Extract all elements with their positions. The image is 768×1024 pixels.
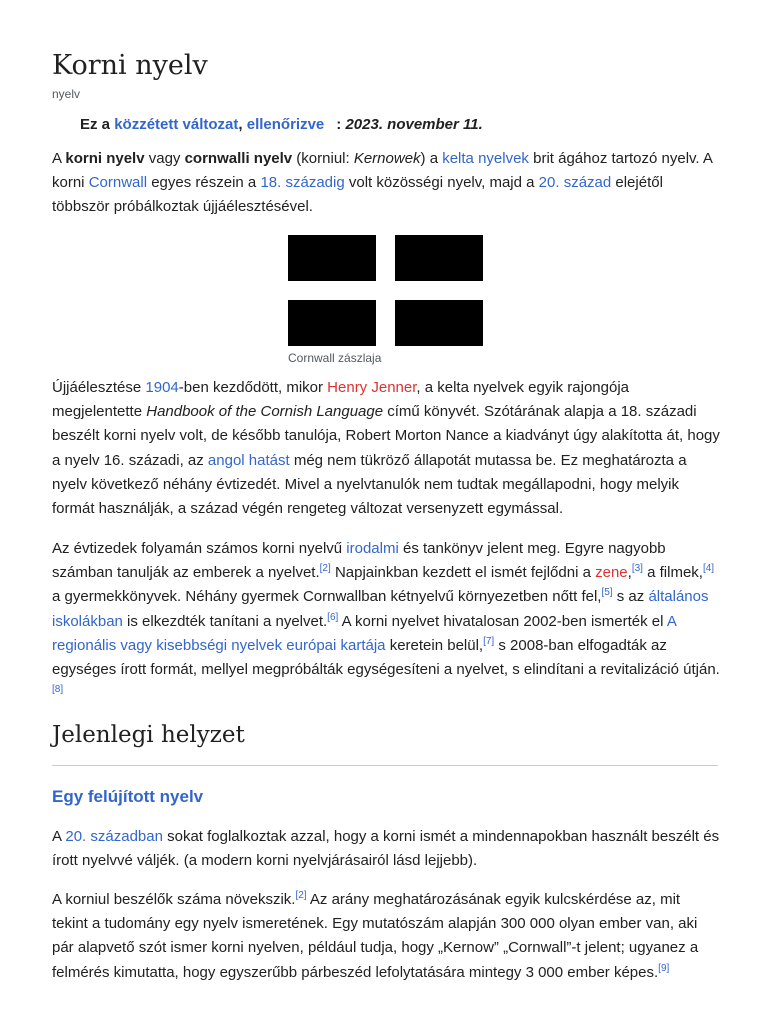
bold-term: korni nyelv	[65, 150, 145, 167]
flag-quadrant	[395, 235, 483, 281]
text: a gyermekkönyvek. Néhány gyermek Cornwallban kétnyelvű környezetben nőtt fel,	[52, 588, 602, 606]
text: vagy	[144, 150, 185, 167]
text: s 2008-ban elfogadták az egységes írott formát, mellyel megpróbálták egységesíteni a nyelvet, s elindítani a revitalizáció útján.	[52, 636, 720, 679]
link-irodalmi[interactable]: irodalmi	[346, 540, 399, 557]
footnote-ref[interactable]: [9]	[658, 962, 670, 974]
italic-book-title: Handbook of the Cornish Language	[146, 403, 384, 421]
footnote-ref[interactable]: [4]	[702, 563, 715, 575]
link-20-szazad[interactable]: 20. század	[538, 174, 612, 192]
link-kelta-nyelvek[interactable]: kelta nyelvek	[442, 150, 529, 167]
link-18-szazadig[interactable]: 18. századig	[260, 174, 345, 192]
text: ) a	[420, 150, 443, 167]
revision-separator: ,	[238, 116, 247, 133]
flag-quadrant	[395, 300, 483, 346]
text: Napjainkban kezdett el ismét fejlődni a	[330, 564, 596, 582]
section-heading: Jelenlegi helyzet	[52, 722, 245, 748]
footnote-ref[interactable]: [2]	[295, 890, 307, 901]
text: is elkezdték tanítani a nyelvet.	[122, 612, 328, 630]
bold-term: cornwalli nyelv	[184, 150, 293, 167]
page-subtitle: nyelv	[52, 87, 81, 101]
cornwall-flag-image[interactable]	[288, 235, 483, 346]
section-divider	[52, 765, 718, 766]
text: egyes részein a	[147, 174, 261, 192]
text: Az évtizedek folyamán számos korni nyelvű	[52, 540, 347, 557]
text: A	[52, 828, 66, 845]
footnote-ref[interactable]: [5]	[601, 587, 613, 599]
revision-notice	[80, 116, 483, 133]
text: című könyvét. Szótárának alapja a 18. századi beszélt korni nyelv volt, de később tanulója, Robert Morton Nance a kiadványt úgy alakította át, hogy a nyelv 16. századi, az	[52, 403, 720, 469]
footnote-ref[interactable]: [6]	[327, 611, 339, 623]
link-european-charter[interactable]: A regionális vagy kisebbségi nyelvek európai kartája	[52, 612, 677, 654]
published-version-link[interactable]: közzétett változat	[114, 116, 239, 133]
text: Az arány meghatározásának egyik kulcskérdése az, mit tekint a tudomány egy nyelv ismeretének. Egy mutatószám alapján 300 000 olyan ember van, aki pár alapvető szót ismer korni nyelven, például tudja, hogy „Kernow” „Cornwall”-t jelent; ugyanez a felmérés kimutatta, hogy egyszerűbb párbeszéd lefolytatására mintegy 3 000 ember képes.	[52, 891, 699, 981]
revision-date: 2023. november 11.	[345, 116, 483, 133]
footnote-ref[interactable]: [3]	[631, 563, 643, 575]
footnote-ref[interactable]: [7]	[483, 635, 495, 647]
footnote-ref[interactable]: [8]	[52, 684, 64, 696]
text: elejétől többször próbálkoztak újjáélesztésével.	[52, 174, 663, 216]
text: még nem tükröző állapotát mutassa be. Ez meghatározta a nyelv következő néhány évtizedét. Mivel a nyelvtanulók nem tudtak megállapodni, hogy melyik formát használják, a század végén rengeteg változat versenyzett egymással.	[52, 451, 687, 518]
footnote-ref[interactable]: [2]	[319, 563, 331, 575]
text: , a kelta nyelvek egyik rajongója megjelentette	[52, 379, 630, 421]
text: Újjáélesztése	[52, 379, 146, 396]
page-title: Korni nyelv	[52, 50, 208, 81]
link-1904[interactable]: 1904	[145, 379, 179, 396]
text: és tankönyv jelent meg. Egyre nagyobb számban tanulják az emberek a nyelvet.	[52, 540, 666, 582]
text: A	[52, 150, 66, 167]
text: (korniul:	[292, 150, 354, 167]
subsection-heading: Egy felújított nyelv	[52, 787, 204, 806]
text: brit ágához tartozó nyelv. A korni	[52, 150, 713, 192]
text: keretein belül,	[385, 636, 484, 654]
text: a filmek,	[642, 564, 703, 582]
text: A korni nyelvet hivatalosan 2002-ben ismerték el	[338, 612, 667, 630]
link-20-szazadban[interactable]: 20. században	[65, 828, 163, 845]
redlink-zene[interactable]: zene	[595, 564, 628, 582]
text: -ben kezdődött, mikor	[178, 379, 328, 396]
link-angol-hatast[interactable]: angol hatást	[207, 451, 290, 469]
link-altalanos-iskolakban[interactable]: általános iskolákban	[52, 588, 709, 630]
paragraph-speakers	[52, 888, 720, 985]
text: sokat foglalkoztak azzal, hogy a korni ismét a mindennapokban használt beszélt és írott nyelvvé váljék. (a modern korni nyelvjárásairól lásd lejjebb).	[52, 828, 720, 870]
text: volt közösségi nyelv, majd a	[344, 174, 539, 192]
flag-caption: Cornwall zászlaja	[288, 351, 382, 365]
intro-paragraph	[52, 147, 720, 220]
italic-term: Kernowek	[353, 150, 421, 167]
revision-colon: :	[336, 116, 342, 133]
text: A korniul beszélők száma növekszik.	[52, 891, 296, 908]
revision-prefix: Ez a	[80, 116, 115, 133]
checked-link[interactable]: ellenőrizve	[246, 116, 325, 133]
paragraph-literature: Az évtizedek folyamán számos korni nyelvű irodalmi és tankönyv jelent meg. Egyre nagyobb számban tanulják az emberek a nyelvet.[2] Napjainkban kezdett el ismét fejlődni a zene,[3] a filmek,[4] a gyermekkönyvek. Néhány gyermek Cornwallban kétnyelvű környezetben nőtt fel,[5] s az általános iskolákban is elkezdték tanítani a nyelvet.[6] A korni nyelvet hivatalosan 2002-ben ismerték el A regionális vagy kisebbségi nyelvek európai kartája keretein belül,[7] s 2008-ban elfogadták az egységes írott formát, mellyel megpróbálták egységesíteni a nyelvet, s elindítani a revitalizáció útján.[8]	[52, 540, 720, 696]
paragraph-revival	[52, 376, 720, 521]
flag-quadrant	[288, 235, 376, 281]
redlink-henry-jenner[interactable]: Henry Jenner	[327, 379, 417, 396]
paragraph-20th-century	[52, 825, 720, 873]
text: s az	[612, 588, 649, 606]
link-cornwall[interactable]: Cornwall	[88, 174, 148, 192]
flag-quadrant	[288, 300, 376, 346]
